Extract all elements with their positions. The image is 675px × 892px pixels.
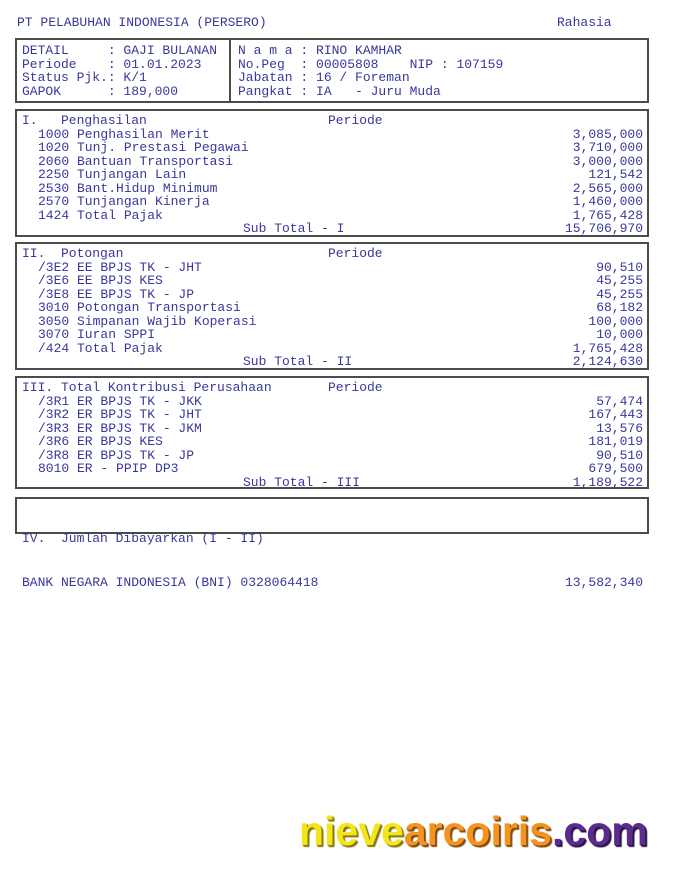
line-item-label: 8010 ER - PPIP DP3 xyxy=(38,461,179,476)
info-line: DETAIL : GAJI BULANAN xyxy=(22,43,218,58)
period-column-label: Periode xyxy=(328,246,383,261)
watermark-segment: nieve xyxy=(299,808,404,854)
line-item-row xyxy=(17,155,647,169)
line-item-amount: 13,576 xyxy=(596,420,643,436)
section-title: I. Penghasilan xyxy=(22,113,147,128)
subtotal-label: Sub Total - I xyxy=(243,221,345,236)
section-header-row xyxy=(17,247,647,261)
section-penghasilan xyxy=(15,109,649,237)
section-header-row xyxy=(17,381,647,395)
watermark-segment: arcoiris xyxy=(403,808,552,854)
employee-detail-column xyxy=(229,40,647,101)
line-item-row xyxy=(17,288,647,302)
line-item-label: /3E2 EE BPJS TK - JHT xyxy=(38,259,202,275)
line-item-label: /3R2 ER BPJS TK - JHT xyxy=(38,407,202,422)
line-item-row xyxy=(17,274,647,288)
line-item-label: 2060 Bantuan Transportasi xyxy=(38,153,234,169)
line-item-row xyxy=(17,449,647,463)
summary-title-row xyxy=(17,532,647,546)
line-item-amount: 1,765,428 xyxy=(572,207,643,223)
section-header-row xyxy=(17,114,647,128)
net-pay-amount: 13,582,340 xyxy=(564,574,643,590)
section-jumlah-dibayarkan xyxy=(15,497,649,590)
line-item-label: 2530 Bant.Hidup Minimum xyxy=(38,180,218,196)
line-item-row xyxy=(17,261,647,275)
line-item-row xyxy=(17,328,647,342)
subtotal-label: Sub Total - III xyxy=(243,474,361,490)
payslip-detail-column xyxy=(17,40,229,101)
line-item-label: 1000 Penghasilan Merit xyxy=(38,126,210,142)
subtotal-amount: 1,189,522 xyxy=(572,474,643,490)
confidential-label: Rahasia xyxy=(557,15,612,30)
watermark-segment: .com xyxy=(552,808,648,854)
line-item-label: /3R8 ER BPJS TK - JP xyxy=(38,447,195,463)
line-item-amount: 90,510 xyxy=(596,447,643,463)
line-item-amount: 10,000 xyxy=(596,327,643,342)
line-item-amount: 3,000,000 xyxy=(572,153,643,169)
bank-account-line: BANK NEGARA INDONESIA (BNI) 0328064418 xyxy=(22,574,319,590)
employee-info-box xyxy=(15,38,649,103)
info-line: Pangkat : IA - Juru Muda xyxy=(238,83,441,99)
company-name: PT PELABUHAN INDONESIA (PERSERO) xyxy=(17,15,267,30)
info-line: Jabatan : 16 / Foreman xyxy=(238,70,410,85)
summary-bank-row xyxy=(17,576,647,590)
line-item-amount: 68,182 xyxy=(596,300,643,315)
line-item-label: /424 Total Pajak xyxy=(38,340,163,356)
line-item-row xyxy=(17,408,647,422)
summary-title: IV. Jumlah Dibayarkan (I - II) xyxy=(22,531,264,546)
line-item-amount: 167,443 xyxy=(588,407,643,422)
line-item-row xyxy=(17,462,647,476)
line-item-amount: 3,710,000 xyxy=(572,140,643,155)
line-item-amount: 1,460,000 xyxy=(572,194,643,209)
line-item-label: 2250 Tunjangan Lain xyxy=(38,167,187,182)
section-title: II. Potongan xyxy=(22,246,124,261)
line-item-row xyxy=(17,168,647,182)
line-item-label: 2570 Tunjangan Kinerja xyxy=(38,194,210,209)
line-item-amount: 45,255 xyxy=(596,273,643,288)
period-column-label: Periode xyxy=(328,113,383,128)
line-item-label: 1424 Total Pajak xyxy=(38,207,163,223)
line-item-row xyxy=(17,422,647,436)
info-line: N a m a : RINO KAMHAR xyxy=(238,43,402,58)
line-item-label: /3R3 ER BPJS TK - JKM xyxy=(38,420,202,436)
line-item-row xyxy=(17,435,647,449)
subtotal-amount: 2,124,630 xyxy=(572,354,643,369)
watermark-logo xyxy=(299,808,648,854)
line-item-amount: 121,542 xyxy=(588,167,643,182)
line-item-amount: 1,765,428 xyxy=(572,340,643,356)
line-item-label: 1020 Tunj. Prestasi Pegawai xyxy=(38,140,249,155)
line-item-amount: 2,565,000 xyxy=(572,180,643,196)
line-item-row xyxy=(17,182,647,196)
period-column-label: Periode xyxy=(328,380,383,395)
line-item-row xyxy=(17,195,647,209)
line-item-row xyxy=(17,342,647,356)
subtotal-row xyxy=(17,222,647,236)
line-item-row xyxy=(17,395,647,409)
line-item-label: /3E6 EE BPJS KES xyxy=(38,273,163,288)
subtotal-row xyxy=(17,355,647,369)
line-item-amount: 57,474 xyxy=(596,393,643,409)
line-item-label: 3050 Simpanan Wajib Koperasi xyxy=(38,313,257,329)
section-potongan xyxy=(15,242,649,370)
line-item-label: 3010 Potongan Transportasi xyxy=(38,300,241,315)
line-item-label: 3070 Iuran SPPI xyxy=(38,327,156,342)
subtotal-row xyxy=(17,476,647,490)
info-line: Status Pjk.: K/1 xyxy=(22,70,147,85)
subtotal-amount: 15,706,970 xyxy=(564,221,643,236)
line-item-row xyxy=(17,315,647,329)
line-item-label: /3R6 ER BPJS KES xyxy=(38,434,163,449)
line-item-row xyxy=(17,141,647,155)
line-item-amount: 679,500 xyxy=(588,461,643,476)
line-item-row xyxy=(17,301,647,315)
line-item-row xyxy=(17,209,647,223)
line-item-amount: 3,085,000 xyxy=(572,126,643,142)
line-item-row xyxy=(17,128,647,142)
line-item-amount: 181,019 xyxy=(588,434,643,449)
line-item-label: /3R1 ER BPJS TK - JKK xyxy=(38,393,202,409)
line-item-amount: 90,510 xyxy=(596,259,643,275)
section-title: III. Total Kontribusi Perusahaan xyxy=(22,380,272,395)
info-line: Periode : 01.01.2023 xyxy=(22,56,202,72)
info-line: GAPOK : 189,000 xyxy=(22,83,179,99)
line-item-amount: 45,255 xyxy=(596,286,643,302)
line-item-label: /3E8 EE BPJS TK - JP xyxy=(38,286,195,302)
line-item-amount: 100,000 xyxy=(588,313,643,329)
subtotal-label: Sub Total - II xyxy=(243,354,353,369)
section-kontribusi-perusahaan xyxy=(15,376,649,489)
info-line: No.Peg : 00005808 NIP : 107159 xyxy=(238,56,504,72)
